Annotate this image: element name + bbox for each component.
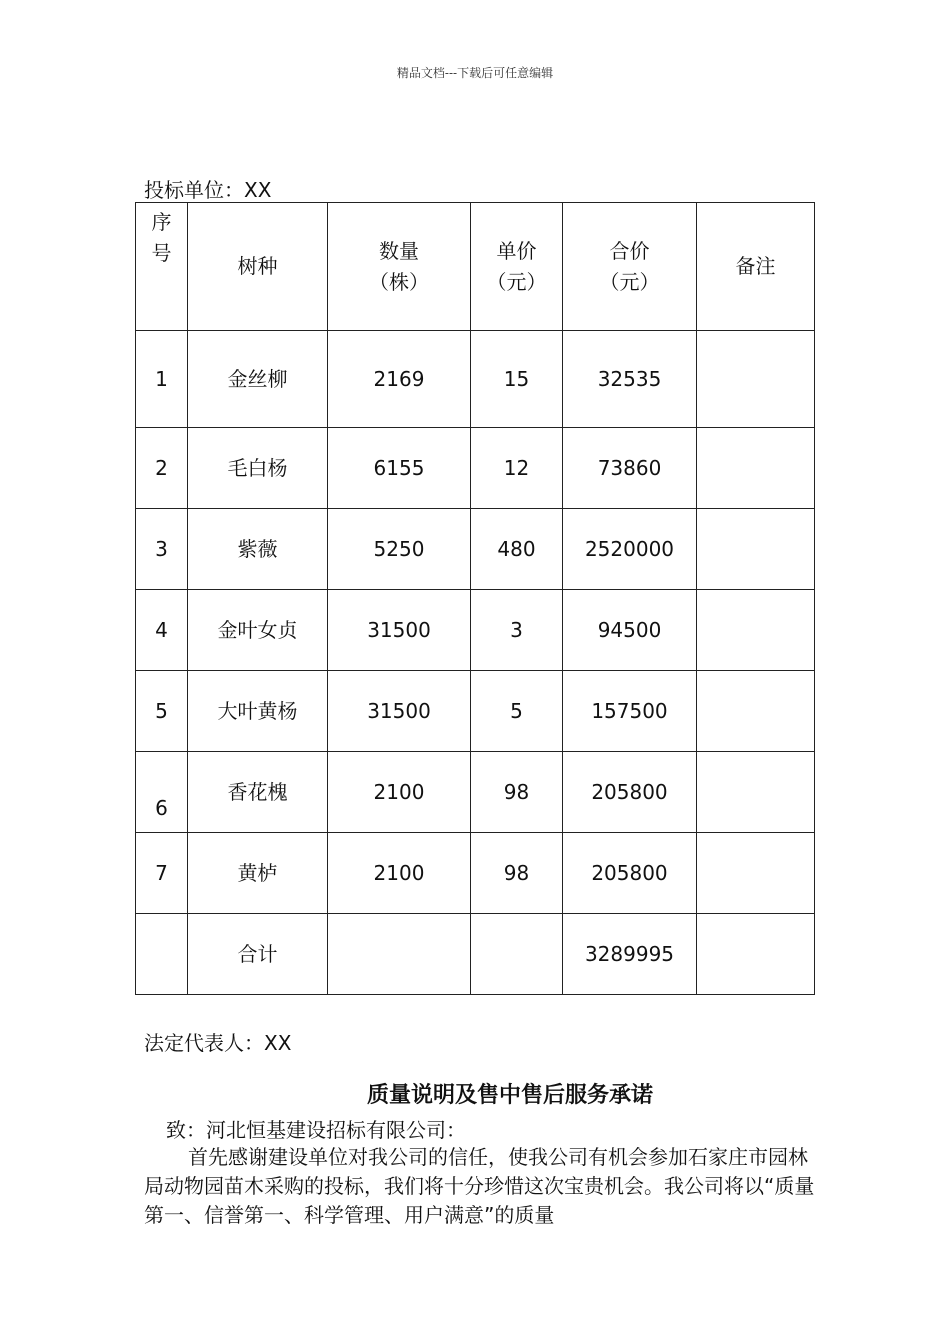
- cell-total-price: 205800: [563, 752, 697, 833]
- header-total-price-line1: 合价: [609, 238, 650, 263]
- cell-quantity: 6155: [328, 428, 471, 509]
- header-species: 树种: [188, 203, 328, 331]
- cell-unit-price: 15: [471, 331, 563, 428]
- table-header-row: [136, 203, 815, 331]
- cell-quantity: 2169: [328, 331, 471, 428]
- cell-sum-label: 合计: [188, 914, 328, 995]
- header-quantity: [328, 203, 471, 331]
- table-row: [136, 331, 815, 428]
- cell-seq: 7: [136, 833, 188, 914]
- cell-unit-price: [471, 914, 563, 995]
- cell-sum-total: 3289995: [563, 914, 697, 995]
- cell-remark: [697, 833, 815, 914]
- table-row: [136, 833, 815, 914]
- header-total-price-unit: （元）: [599, 269, 660, 294]
- cell-remark: [697, 331, 815, 428]
- cell-species: 金丝柳: [188, 331, 328, 428]
- cell-remark: [697, 509, 815, 590]
- header-unit-price-unit: （元）: [486, 269, 547, 294]
- header-total-price: [563, 203, 697, 331]
- bid-price-table: [135, 202, 815, 995]
- section-title: 质量说明及售中售后服务承诺: [366, 1083, 653, 1108]
- cell-remark: [697, 914, 815, 995]
- table-row: [136, 752, 815, 833]
- header-quantity-line1: 数量: [379, 238, 419, 263]
- cell-remark: [697, 752, 815, 833]
- cell-unit-price: 3: [471, 590, 563, 671]
- body-paragraph: 首先感谢建设单位对我公司的信任，使我公司有机会参加石家庄市园林局动物园苗木采购的投标，我们将十分珍惜这次宝贵机会。我公司将以“质量第一、信誉第一、科学管理、用户满意”的质量: [144, 1145, 815, 1227]
- table-row: [136, 509, 815, 590]
- cell-total-price: 73860: [563, 428, 697, 509]
- header-quantity-unit: （株）: [369, 269, 429, 294]
- cell-species: 黄栌: [188, 833, 328, 914]
- page-header-watermark: 精品文档---下载后可任意编辑: [396, 66, 554, 80]
- legal-representative-line: 法定代表人：XX: [144, 1031, 292, 1055]
- cell-species: 大叶黄杨: [188, 671, 328, 752]
- cell-total-price: 2520000: [563, 509, 697, 590]
- cell-seq: 3: [136, 509, 188, 590]
- cell-quantity: 31500: [328, 590, 471, 671]
- cell-seq: 2: [136, 428, 188, 509]
- cell-total-price: 32535: [563, 331, 697, 428]
- cell-unit-price: 98: [471, 833, 563, 914]
- cell-seq: 1: [136, 331, 188, 428]
- header-seq-line1: 序: [151, 210, 172, 234]
- cell-seq: [136, 914, 188, 995]
- table-row: [136, 428, 815, 509]
- cell-seq: 4: [136, 590, 188, 671]
- table-row: [136, 671, 815, 752]
- cell-unit-price: 12: [471, 428, 563, 509]
- cell-remark: [697, 590, 815, 671]
- cell-quantity: 31500: [328, 671, 471, 752]
- cell-seq: 6: [136, 752, 188, 833]
- cell-unit-price: 480: [471, 509, 563, 590]
- cell-total-price: 94500: [563, 590, 697, 671]
- bidder-line: 投标单位：XX: [144, 178, 272, 202]
- header-seq-line2: 号: [151, 241, 172, 265]
- cell-species: 香花槐: [188, 752, 328, 833]
- table-row: [136, 590, 815, 671]
- header-seq: [136, 203, 188, 331]
- cell-quantity: [328, 914, 471, 995]
- cell-quantity: 2100: [328, 752, 471, 833]
- cell-unit-price: 5: [471, 671, 563, 752]
- cell-remark: [697, 428, 815, 509]
- cell-total-price: 205800: [563, 833, 697, 914]
- table-sum-row: [136, 914, 815, 995]
- cell-remark: [697, 671, 815, 752]
- cell-total-price: 157500: [563, 671, 697, 752]
- header-unit-price: [471, 203, 563, 331]
- cell-species: 毛白杨: [188, 428, 328, 509]
- cell-seq: 5: [136, 671, 188, 752]
- header-unit-price-line1: 单价: [496, 238, 537, 263]
- addressee-line: 致：河北恒基建设招标有限公司：: [166, 1118, 466, 1142]
- cell-quantity: 2100: [328, 833, 471, 914]
- header-remark: 备注: [697, 203, 815, 331]
- cell-unit-price: 98: [471, 752, 563, 833]
- cell-species: 紫薇: [188, 509, 328, 590]
- cell-species: 金叶女贞: [188, 590, 328, 671]
- cell-quantity: 5250: [328, 509, 471, 590]
